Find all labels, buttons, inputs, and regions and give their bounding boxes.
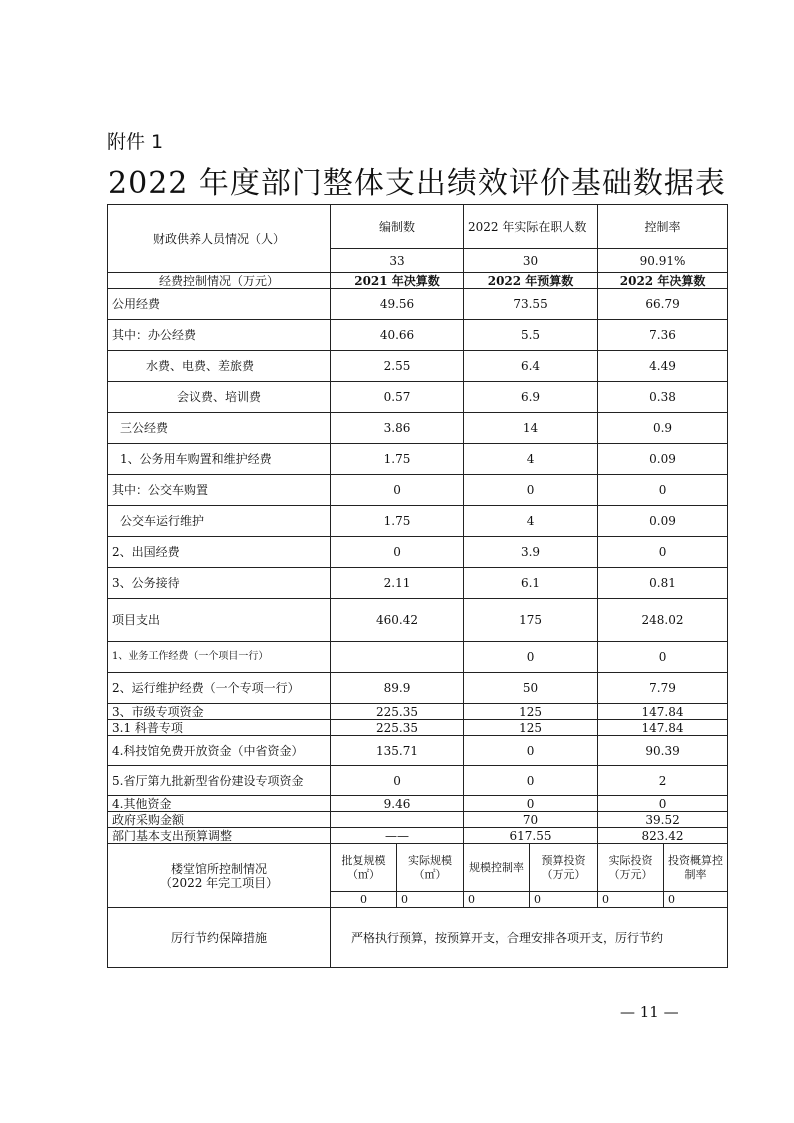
row-label: 三公经费 <box>108 413 331 444</box>
building-value: 0 <box>331 892 397 908</box>
row-value: —— <box>331 828 464 844</box>
table-row <box>108 289 728 320</box>
row-value: 49.56 <box>331 289 464 320</box>
funding-header-2022-final: 2022 年决算数 <box>598 273 728 289</box>
data-table <box>107 204 728 968</box>
funding-header-2022-budget: 2022 年预算数 <box>464 273 598 289</box>
building-value: 0 <box>464 892 530 908</box>
row-label: 其中：公交车购置 <box>108 475 331 506</box>
row-value: 0.38 <box>598 382 728 413</box>
table-row <box>108 475 728 506</box>
row-value: 39.52 <box>598 812 728 828</box>
row-value: 0 <box>464 796 598 812</box>
attachment-label: 附件 1 <box>107 131 164 153</box>
row-value: 4 <box>464 506 598 537</box>
table-row <box>108 812 728 828</box>
row-label: 水费、电费、差旅费 <box>108 351 331 382</box>
table-row <box>108 599 728 642</box>
building-label <box>108 844 331 908</box>
building-label-line1: 楼堂馆所控制情况 <box>170 861 267 876</box>
row-label: 其中：办公经费 <box>108 320 331 351</box>
row-label: 会议费、培训费 <box>108 382 331 413</box>
building-header: 规模控制率 <box>464 844 530 892</box>
row-value: 125 <box>464 704 598 720</box>
row-label: 1、业务工作经费（一个项目一行） <box>108 642 331 673</box>
building-value: 0 <box>598 892 664 908</box>
row-value: 135.71 <box>331 736 464 766</box>
table-row <box>108 736 728 766</box>
row-label: 3.1 科普专项 <box>108 720 331 736</box>
table-row <box>108 444 728 475</box>
row-value: 147.84 <box>598 704 728 720</box>
table-row <box>108 704 728 720</box>
row-value: 66.79 <box>598 289 728 320</box>
table-row <box>108 766 728 796</box>
building-value: 0 <box>530 892 598 908</box>
row-value: 0 <box>464 475 598 506</box>
building-header: 实际投资（万元） <box>598 844 664 892</box>
row-label: 政府采购金额 <box>108 812 331 828</box>
row-value: 0.57 <box>331 382 464 413</box>
row-value: 7.79 <box>598 673 728 704</box>
thrift-measures: 严格执行预算，按预算开支，合理安排各项开支，厉行节约 <box>331 908 728 968</box>
row-value: 2.55 <box>331 351 464 382</box>
row-value: 0 <box>331 766 464 796</box>
page-title: 2022 年度部门整体支出绩效评价基础数据表 <box>108 166 726 201</box>
row-value: 2.11 <box>331 568 464 599</box>
row-value: 2 <box>598 766 728 796</box>
row-label: 2、出国经费 <box>108 537 331 568</box>
row-label: 部门基本支出预算调整 <box>108 828 331 844</box>
row-value: 0 <box>331 475 464 506</box>
row-value: 3.86 <box>331 413 464 444</box>
row-value: 0 <box>331 537 464 568</box>
row-value: 7.36 <box>598 320 728 351</box>
page-number: — 11 — <box>620 1003 679 1021</box>
row-value: 175 <box>464 599 598 642</box>
row-value: 73.55 <box>464 289 598 320</box>
row-value: 90.39 <box>598 736 728 766</box>
table-row <box>108 642 728 673</box>
row-value: 460.42 <box>331 599 464 642</box>
table-row <box>108 673 728 704</box>
row-label: 3、公务接待 <box>108 568 331 599</box>
row-value: 225.35 <box>331 720 464 736</box>
row-value: 1.75 <box>331 444 464 475</box>
row-value <box>331 642 464 673</box>
row-label: 5.省厅第九批新型省份建设专项资金 <box>108 766 331 796</box>
funding-label: 经费控制情况（万元） <box>108 273 331 289</box>
row-value: 9.46 <box>331 796 464 812</box>
row-value: 6.1 <box>464 568 598 599</box>
row-value: 0.09 <box>598 506 728 537</box>
row-label: 1、公务用车购置和维护经费 <box>108 444 331 475</box>
row-value: 225.35 <box>331 704 464 720</box>
funding-header-2021-final: 2021 年决算数 <box>331 273 464 289</box>
staffing-value-actual: 30 <box>464 249 598 273</box>
row-label: 3、市级专项资金 <box>108 704 331 720</box>
building-header: 实际规模（㎡） <box>397 844 464 892</box>
row-value: 0 <box>464 736 598 766</box>
staffing-label: 财政供养人员情况（人） <box>108 205 331 273</box>
staffing-value-rate: 90.91% <box>598 249 728 273</box>
row-value: 70 <box>464 812 598 828</box>
row-value: 617.55 <box>464 828 598 844</box>
table-row <box>108 796 728 812</box>
row-label: 2、运行维护经费（一个专项一行） <box>108 673 331 704</box>
building-header: 批复规模（㎡） <box>331 844 397 892</box>
row-value: 125 <box>464 720 598 736</box>
row-value: 0.09 <box>598 444 728 475</box>
row-value: 0.81 <box>598 568 728 599</box>
building-label-line2: （2022 年完工项目） <box>159 875 279 890</box>
table-row <box>108 720 728 736</box>
row-value: 6.4 <box>464 351 598 382</box>
row-value: 3.9 <box>464 537 598 568</box>
table-row <box>108 506 728 537</box>
row-label: 4.科技馆免费开放资金（中省资金） <box>108 736 331 766</box>
row-value: 0 <box>598 537 728 568</box>
building-header: 投资概算控制率 <box>664 844 728 892</box>
staffing-header-authorized: 编制数 <box>331 205 464 249</box>
building-header: 预算投资（万元） <box>530 844 598 892</box>
row-value: 6.9 <box>464 382 598 413</box>
table-row <box>108 413 728 444</box>
row-value: 147.84 <box>598 720 728 736</box>
table-row <box>108 351 728 382</box>
building-value: 0 <box>664 892 728 908</box>
table-row <box>108 568 728 599</box>
row-value: 823.42 <box>598 828 728 844</box>
row-value: 1.75 <box>331 506 464 537</box>
staffing-value-authorized: 33 <box>331 249 464 273</box>
row-value: 0 <box>598 642 728 673</box>
row-value: 0.9 <box>598 413 728 444</box>
row-value: 248.02 <box>598 599 728 642</box>
building-value: 0 <box>397 892 464 908</box>
table-row <box>108 537 728 568</box>
row-value: 5.5 <box>464 320 598 351</box>
row-value: 0 <box>598 475 728 506</box>
row-value: 0 <box>464 766 598 796</box>
staffing-header-rate: 控制率 <box>598 205 728 249</box>
row-value: 89.9 <box>331 673 464 704</box>
row-value: 4.49 <box>598 351 728 382</box>
table-row <box>108 320 728 351</box>
row-label: 公交车运行维护 <box>108 506 331 537</box>
row-value: 50 <box>464 673 598 704</box>
row-label: 公用经费 <box>108 289 331 320</box>
row-value: 14 <box>464 413 598 444</box>
row-value: 0 <box>598 796 728 812</box>
table-row <box>108 828 728 844</box>
row-value <box>331 812 464 828</box>
row-label: 项目支出 <box>108 599 331 642</box>
table-row <box>108 382 728 413</box>
thrift-label: 厉行节约保障措施 <box>108 908 331 968</box>
row-value: 40.66 <box>331 320 464 351</box>
row-value: 0 <box>464 642 598 673</box>
row-value: 4 <box>464 444 598 475</box>
row-label: 4.其他资金 <box>108 796 331 812</box>
staffing-header-actual: 2022 年实际在职人数 <box>464 205 598 249</box>
